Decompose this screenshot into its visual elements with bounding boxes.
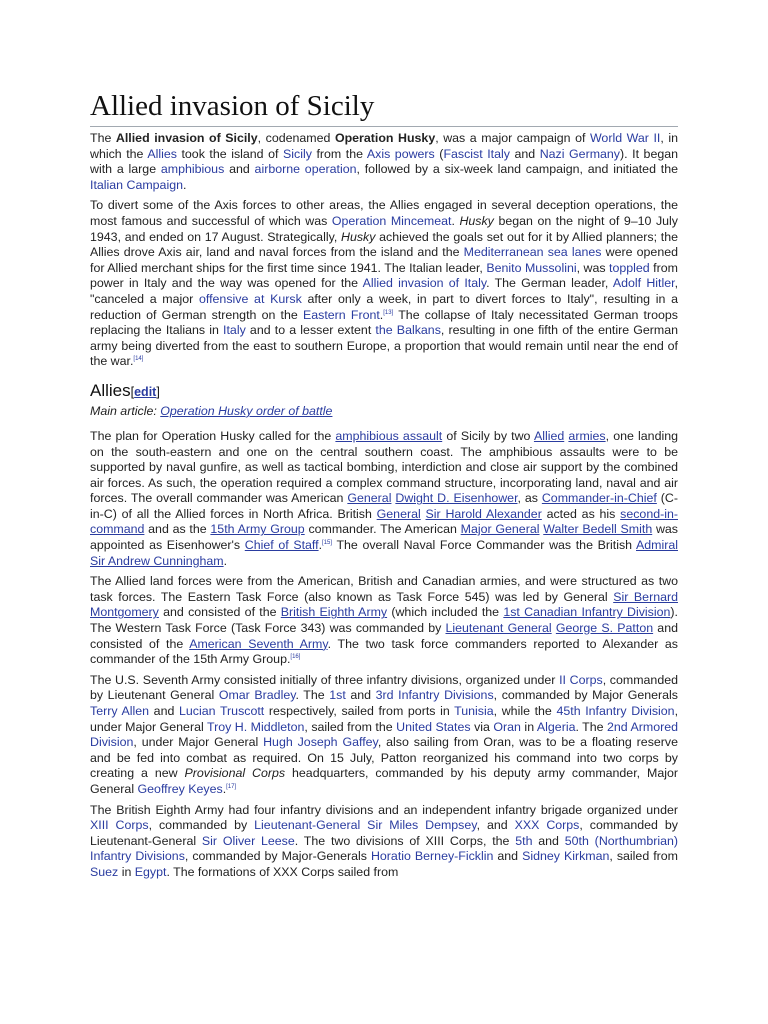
- link-horatio-berney-ficklin[interactable]: Horatio Berney-Ficklin: [370, 849, 494, 864]
- link-allied[interactable]: Allied: [533, 428, 565, 443]
- link-chief-of-staff[interactable]: Chief of Staff: [244, 538, 319, 553]
- link-benito-mussolini[interactable]: Benito Mussolini: [486, 260, 577, 275]
- link-sir-harold-alexander[interactable]: Sir Harold Alexander: [425, 506, 542, 521]
- link-sir-oliver-leese[interactable]: Sir Oliver Leese: [201, 833, 295, 848]
- link-tunisia[interactable]: Tunisia: [454, 704, 494, 718]
- intro-paragraph-2: To divert some of the Axis forces to other areas, the Allies engaged in several deception operations, the most famous and successful of which was Operation Mincemeat. Husky began on the night of 9–10 July 1943, and ended on 17 August. Strategically, Husky achieved the goals set out for it by Allied planners; the Allies drove Axis air, land and naval forces from the island and the Mediterranean sea lanes were opened for Allied merchant ships for the first time since 1941. The Italian leader, Benito Mussolini, was toppled from power in Italy and the way was opened for the Allied invasion of Italy. The German leader, Adolf Hitler, "canceled a major offensive at Kursk after only a week, in part to divert forces to Italy", resulting in a reduction of German strength on the Eastern Front.[13] The collapse of Italy necessitated German troops replacing the Italians in Italy and to a lesser extent the Balkans, resulting in one fifth of the entire German army being diverted from the east to southern Europe, a proportion that would remain until near the end of the war.[14]: [90, 198, 679, 369]
- citation: [322, 540, 332, 546]
- link-admiral[interactable]: Admiral: [636, 538, 678, 553]
- link-sicily[interactable]: Sicily: [282, 146, 312, 161]
- link-amphibious[interactable]: amphibious: [160, 162, 225, 177]
- link-the-balkans[interactable]: the Balkans: [375, 323, 441, 338]
- main-article-link[interactable]: Operation Husky order of battle: [160, 403, 333, 418]
- citation: [290, 654, 300, 660]
- link-dwight-d-eisenhower[interactable]: Dwight D. Eisenhower: [395, 491, 518, 506]
- link-george-s-patton[interactable]: George S. Patton: [555, 621, 654, 636]
- citation: [226, 784, 236, 790]
- section-heading-allies: [90, 380, 678, 403]
- link-suez[interactable]: Suez: [90, 864, 119, 879]
- link-omar-bradley[interactable]: Omar Bradley: [218, 688, 296, 703]
- link-major-general[interactable]: Major General: [460, 522, 540, 537]
- link-toppled[interactable]: toppled: [609, 260, 650, 275]
- link-sidney-kirkman[interactable]: Sidney Kirkman: [522, 849, 610, 864]
- link-sir-andrew-cunningham[interactable]: Sir Andrew Cunningham: [90, 553, 224, 568]
- citation-link[interactable]: [15]: [322, 539, 333, 546]
- link-offensive-at-kursk[interactable]: offensive at Kursk: [198, 291, 302, 306]
- link-united-states[interactable]: United States: [396, 719, 471, 734]
- link-15th-army-group[interactable]: 15th Army Group: [210, 522, 305, 537]
- hatnote-prefix: Main article:: [90, 403, 161, 418]
- link-5th-infantry-division[interactable]: 5th: [515, 833, 533, 848]
- link-terry-allen[interactable]: Terry Allen: [90, 704, 150, 718]
- link-oran[interactable]: Oran: [493, 719, 521, 734]
- citation-link[interactable]: [17]: [226, 783, 237, 790]
- link-geoffrey-keyes[interactable]: Geoffrey Keyes: [137, 781, 223, 796]
- allies-paragraph-3: The U.S. Seventh Army consisted initially of three infantry divisions, organized under II Corps, commanded by Lieutenant General Omar Bradley. The 1st and 3rd Infantry Divisions, commanded by Major Generals Terry Allen and Lucian Truscott respectively, sailed from ports in Tunisia, while the 45th Infantry Division, under Major General Troy H. Middleton, sailed from the United States via Oran in Algeria. The 2nd Armored Division, under Major General Hugh Joseph Gaffey, also sailing from Oran, was to be a floating reserve and be fed into combat as required. On 15 July, Patton reorganized his command into two corps by creating a new Provisional Corps headquarters, commanded by his deputy army commander, Major General Geoffrey Keyes.[17]: [90, 672, 679, 796]
- link-algeria[interactable]: Algeria: [536, 719, 576, 734]
- link-3rd-infantry-divisions[interactable]: 3rd Infantry Divisions: [375, 688, 494, 703]
- link-italian-campaign[interactable]: Italian Campaign: [90, 177, 183, 192]
- citation-link[interactable]: [16]: [290, 654, 301, 661]
- link-general[interactable]: General: [347, 491, 392, 506]
- edit-bracket-close: ]: [156, 384, 160, 399]
- italic-term: Husky: [459, 213, 494, 228]
- link-general[interactable]: General: [376, 506, 421, 521]
- link-allies[interactable]: Allies: [147, 146, 177, 161]
- link-operation-mincemeat[interactable]: Operation Mincemeat: [331, 213, 452, 228]
- link-hugh-joseph-gaffey[interactable]: Hugh Joseph Gaffey: [263, 735, 378, 750]
- link-xxx-corps[interactable]: XXX Corps: [514, 818, 580, 833]
- link-fascist-italy[interactable]: Fascist Italy: [443, 146, 510, 161]
- link-armies[interactable]: armies: [568, 428, 606, 443]
- page-title: Allied invasion of Sicily: [90, 88, 678, 127]
- link-amphibious-assault[interactable]: amphibious assault: [335, 428, 443, 443]
- link-1st-canadian-infantry-division[interactable]: 1st Canadian Infantry Division: [503, 605, 671, 620]
- link-egypt[interactable]: Egypt: [134, 864, 167, 879]
- citation-link[interactable]: [14]: [133, 356, 144, 363]
- section-title: Allies: [90, 380, 131, 400]
- link-nazi-germany[interactable]: Nazi Germany: [539, 146, 621, 161]
- link-sir-miles-dempsey[interactable]: Lieutenant-General Sir Miles Dempsey: [254, 818, 477, 833]
- article: [90, 88, 678, 886]
- link-45th-infantry-division[interactable]: 45th Infantry Division: [556, 704, 675, 718]
- link-xiii-corps[interactable]: XIII Corps: [90, 818, 149, 833]
- bold-term: Operation Husky: [334, 131, 436, 145]
- bold-term: Allied invasion of Sicily: [115, 131, 258, 145]
- link-mediterranean-sea-lanes[interactable]: Mediterranean sea lanes: [463, 245, 602, 260]
- hatnote-main-article: [90, 403, 678, 419]
- edit-bracket-open: [: [130, 384, 135, 399]
- link-lucian-truscott[interactable]: Lucian Truscott: [179, 704, 265, 718]
- link-ii-corps[interactable]: II Corps: [559, 672, 603, 687]
- citation: [133, 356, 143, 362]
- link-airborne-operation[interactable]: airborne operation: [254, 162, 357, 177]
- link-1st-infantry-division[interactable]: 1st: [329, 688, 346, 703]
- citation-link[interactable]: [13]: [383, 309, 394, 316]
- link-sir-bernard-montgomery[interactable]: Sir Bernard Montgomery: [90, 589, 678, 620]
- allies-paragraph-1: The plan for Operation Husky called for the amphibious assault of Sicily by two Allied armies, one landing on the south-eastern and one on the central southern coast. The amphibious assaults were to be supported by naval gunfire, as well as tactical bombing, interdiction and close air support by the combined air forces. As such, the operation required a complex command structure, incorporating land, naval and air forces. The overall commander was American General Dwight D. Eisenhower, as Commander-in-Chief (C-in-C) of all the Allied forces in North Africa. British General Sir Harold Alexander acted as his second-in-command and as the 15th Army Group commander. The American Major General Walter Bedell Smith was appointed as Eisenhower's Chief of Staff.[15] The overall Naval Force Commander was the British Admiral Sir Andrew Cunningham.: [90, 428, 679, 568]
- link-adolf-hitler[interactable]: Adolf Hitler: [612, 276, 675, 291]
- link-commander-in-chief[interactable]: Commander-in-Chief: [541, 491, 657, 506]
- allies-paragraph-2: The Allied land forces were from the American, British and Canadian armies, and were structured as two task forces. The Eastern Task Force (also known as Task Force 545) was led by General Sir Bernard Montgomery and consisted of the British Eighth Army (which included the 1st Canadian Infantry Division). The Western Task Force (Task Force 343) was commanded by Lieutenant General George S. Patton and consisted of the American Seventh Army. The two task force commanders reported to Alexander as commander of the 15th Army Group.[16]: [90, 574, 678, 667]
- intro-paragraph-1: The Allied invasion of Sicily, codenamed Operation Husky, was a major campaign of World War II, in which the Allies took the island of Sicily from the Axis powers (Fascist Italy and Nazi Germany). It began with a large amphibious and airborne operation, followed by a six-week land campaign, and initiated the Italian Campaign.: [90, 131, 679, 192]
- link-eastern-front[interactable]: Eastern Front: [302, 307, 380, 322]
- link-troy-h-middleton[interactable]: Troy H. Middleton: [206, 719, 305, 734]
- allies-paragraph-4: The British Eighth Army had four infantry divisions and an independent infantry brigade organized under XIII Corps, commanded by Lieutenant-General Sir Miles Dempsey, and XXX Corps, commanded by Lieutenant-General Sir Oliver Leese. The two divisions of XIII Corps, the 5th and 50th (Northumbrian) Infantry Divisions, commanded by Major-Generals Horatio Berney-Ficklin and Sidney Kirkman, sailed from Suez in Egypt. The formations of XXX Corps sailed from: [90, 802, 679, 879]
- link-walter-bedell-smith[interactable]: Walter Bedell Smith: [543, 522, 653, 537]
- link-italy[interactable]: Italy: [223, 323, 246, 338]
- edit-section-link[interactable]: edit: [134, 384, 157, 399]
- link-second-in-command[interactable]: second-in-command: [90, 506, 678, 537]
- italic-term: Provisional Corps: [184, 766, 286, 781]
- link-50th-northumbrian-infantry-divisions[interactable]: 50th (Northumbrian) Infantry Divisions: [90, 833, 679, 864]
- link-axis-powers[interactable]: Axis powers: [366, 146, 435, 161]
- link-lieutenant-general[interactable]: Lieutenant General: [445, 621, 552, 636]
- edit-section: [131, 385, 160, 399]
- citation: [383, 309, 393, 315]
- italic-term: Husky: [341, 229, 376, 244]
- link-allied-invasion-of-italy[interactable]: Allied invasion of Italy: [362, 276, 487, 291]
- link-world-war-ii[interactable]: World War II: [589, 131, 661, 145]
- link-british-eighth-army[interactable]: British Eighth Army: [280, 605, 388, 620]
- link-american-seventh-army[interactable]: American Seventh Army: [189, 636, 328, 651]
- link-2nd-armored-division[interactable]: 2nd Armored Division: [90, 719, 678, 750]
